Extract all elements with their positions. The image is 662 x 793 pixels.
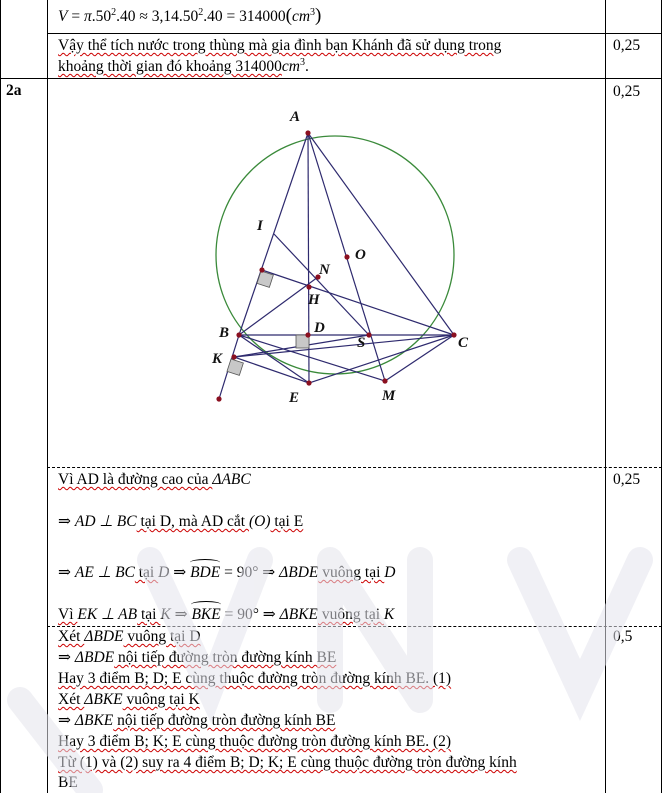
proof2-line-7 <box>58 753 517 773</box>
proof-text: Xét <box>58 628 85 645</box>
proof-text: Xét <box>58 691 85 708</box>
math-expr: AE ⊥ BC <box>74 564 135 581</box>
label-a: A <box>290 109 301 125</box>
segment-c-foot <box>262 270 454 335</box>
question-label: 2a <box>6 82 22 99</box>
proof-text: Vì AD là đường cao của <box>58 471 213 488</box>
angle-expr: BKE <box>191 606 221 623</box>
proof-text: Từ (1) và (2) suy ra 4 điểm B; D; K; E cùng thuộc đường tròn đường kính <box>58 754 517 771</box>
proof-text: tại E <box>270 513 304 530</box>
proof-text: vuông tại <box>318 606 384 623</box>
proof-line-1 <box>58 470 251 490</box>
proof-text: Vì <box>58 606 78 623</box>
score-row4: 0,5 <box>613 628 633 645</box>
point-a <box>305 130 310 135</box>
math-expr: ΔBDE <box>74 649 115 666</box>
proof-text: tại D, mà AD cắt <box>136 513 249 530</box>
math-expr: ΔABC <box>212 471 251 488</box>
math-expr: ΔBDE <box>84 628 124 645</box>
label-s: S <box>357 335 366 351</box>
point-d <box>305 332 310 337</box>
math-expr: K <box>160 606 171 623</box>
implies-symbol: ⇒ <box>58 712 75 729</box>
conclusion-text-1: Vậy thể tích nước trong thùng mà gia đình bạn Khánh đã sử dụng trong <box>58 37 502 54</box>
proof2-line-2 <box>58 648 336 668</box>
implies-symbol: ⇒ <box>170 606 192 623</box>
segment-ab <box>239 133 308 335</box>
label-i: I <box>257 218 263 234</box>
proof-text: tại <box>137 606 161 623</box>
segment-ac <box>308 133 454 335</box>
label-m: M <box>382 388 396 404</box>
proof-text: vuông tại D <box>123 628 201 645</box>
proof-line-2 <box>58 512 303 532</box>
math-expr: D <box>158 564 170 581</box>
angle-expr: BDE <box>190 564 221 581</box>
conclusion-text-2: khoảng thời gian đó khoảng 314000 <box>58 58 282 75</box>
point-o <box>344 254 349 259</box>
volume-formula: $V = \pi.50^2.40 \approx 3,14.50^2.40 = 314000(cm^3)$ <box>58 5 322 26</box>
right-angle-marker-k <box>227 359 243 375</box>
math-expr: (O) <box>248 513 271 530</box>
label-k: K <box>212 351 223 367</box>
proof-text: vuông tại <box>318 564 385 581</box>
math-expr: ΔBKE <box>279 606 319 623</box>
math-expr: ΔBKE <box>74 712 114 729</box>
point-e <box>306 380 311 385</box>
math-expr: = 90° ⇒ <box>220 606 280 623</box>
proof-text: tại <box>134 564 159 581</box>
conclusion-period: . <box>304 58 309 75</box>
point-b <box>236 332 241 337</box>
proof-text: Hay 3 điểm B; D; E cùng thuộc đường tròn đường kính BE. (1) <box>58 670 452 687</box>
label-b: B <box>219 325 230 341</box>
point-m <box>382 378 387 383</box>
label-h: H <box>308 292 320 308</box>
point-foot <box>259 267 264 272</box>
point-end <box>216 396 221 401</box>
segment-b-n <box>239 277 318 335</box>
segment-ke <box>234 357 309 383</box>
label-n: N <box>319 262 330 278</box>
conclusion-unit-exp: 3 <box>299 56 305 68</box>
math-expr: K <box>383 606 395 623</box>
proof-line-4 <box>58 605 394 625</box>
score-row1: 0,25 <box>613 37 641 54</box>
point-h <box>306 284 311 289</box>
proof2-line-6 <box>58 732 451 752</box>
proof2-line-8 <box>58 773 78 793</box>
point-s <box>366 332 371 337</box>
proof2-line-1 <box>58 627 201 647</box>
proof2-line-3 <box>58 669 451 689</box>
score-row2: 0,25 <box>613 83 641 100</box>
conclusion-unit: cm <box>281 58 300 75</box>
proof-text: BE <box>58 774 78 791</box>
point-k <box>231 354 236 359</box>
math-expr: D <box>384 564 396 581</box>
implies-symbol: ⇒ <box>58 564 75 581</box>
implies-symbol: ⇒ <box>169 564 191 581</box>
proof2-line-5 <box>58 711 335 731</box>
implies-symbol: ⇒ <box>58 513 75 530</box>
label-e: E <box>289 390 300 406</box>
proof-line-3 <box>58 563 395 583</box>
label-d: D <box>314 320 325 336</box>
implies-symbol: ⇒ <box>58 649 75 666</box>
math-expr: AD ⊥ BC <box>74 513 137 530</box>
math-expr: ΔBDE <box>279 564 319 581</box>
proof-text: vuông tại K <box>122 691 200 708</box>
proof-text: nội tiếp đường tròn đường kính BE <box>113 712 336 729</box>
label-c: C <box>458 335 469 351</box>
label-o: O <box>355 247 366 263</box>
math-expr: EK ⊥ AB <box>77 606 138 623</box>
math-expr: = 90° ⇒ <box>220 564 280 581</box>
score-row3: 0,25 <box>613 471 641 488</box>
math-expr: ΔBKE <box>84 691 123 708</box>
proof-text: nội tiếp đường tròn đường kính BE <box>114 649 337 666</box>
point-c <box>451 332 456 337</box>
proof-text: Hay 3 điểm B; K; E cùng thuộc đường tròn đường kính BE. (2) <box>58 733 452 750</box>
proof2-line-4 <box>58 690 200 710</box>
